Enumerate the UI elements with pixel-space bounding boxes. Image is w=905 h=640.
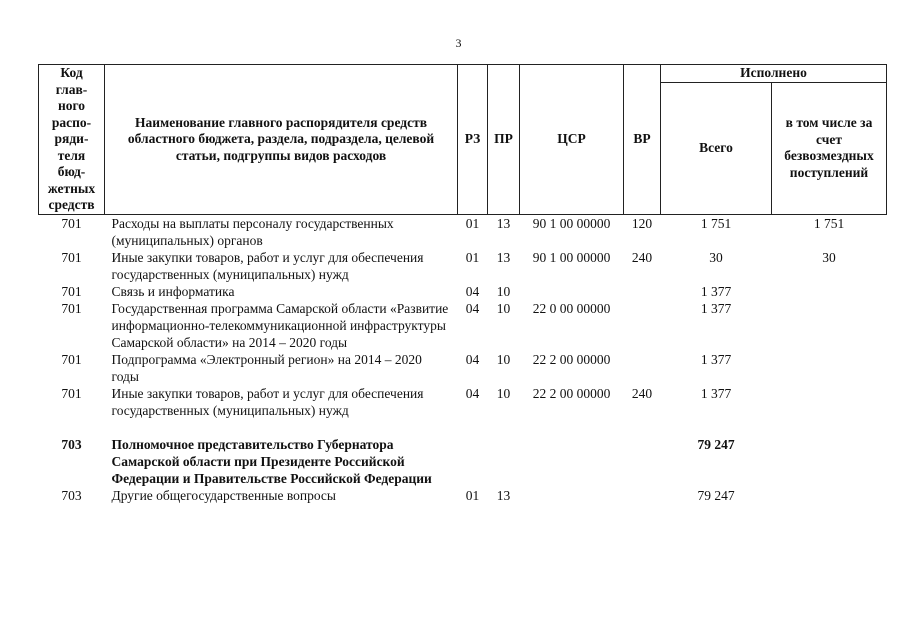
row-rz: 04 [465,283,480,299]
row-code: 701 [61,385,82,401]
row-csr: 90 1 00 00000 [532,215,611,231]
header-pr: ПР [488,65,520,215]
header-total: Всего [661,82,772,214]
row-free-receipts [772,487,887,504]
row-total: 1 377 [700,300,732,316]
row-code: 701 [61,351,82,367]
table-row [39,436,887,487]
row-rz: 04 [465,385,480,401]
header-code-line: теля [57,147,86,163]
row-pr: 13 [496,215,511,231]
row-spacer-cell [39,419,887,436]
budget-table [38,64,887,504]
row-vr [624,351,661,385]
row-free-receipts: 30 [822,249,836,265]
header-csr: ЦСР [520,65,624,215]
row-total: 30 [709,249,723,265]
row-rz: 01 [465,487,480,503]
table-header [39,65,887,215]
row-pr: 13 [496,249,511,265]
row-pr: 10 [496,385,511,401]
row-total: 1 377 [700,283,732,299]
row-vr [624,283,661,300]
row-code: 701 [61,283,82,299]
row-total: 79 247 [697,487,735,503]
table-row [39,283,887,300]
row-vr [624,487,661,504]
row-code: 703 [61,487,82,503]
row-name: Иные закупки товаров, работ и услуг для обеспечения государственных (муниципальных) нужд [111,249,424,282]
header-code-line: средств [48,197,95,212]
row-code: 701 [61,249,82,265]
row-csr: 90 1 00 00000 [532,249,611,265]
header-code-line: ного [57,98,86,113]
row-name: Связь и информатика [111,283,235,299]
row-pr: 10 [496,351,511,367]
table-row [39,385,887,419]
row-free-receipts [772,385,887,419]
row-code: 701 [61,300,82,316]
row-code: 701 [61,215,82,231]
row-pr: 13 [496,487,511,503]
header-code-line: распо- [51,114,92,130]
row-free-receipts: 1 751 [813,215,845,231]
row-spacer [39,419,887,436]
row-csr: 22 0 00 00000 [532,300,611,316]
row-rz: 04 [465,351,480,367]
row-csr: 22 2 00 00000 [532,385,611,401]
table-row [39,249,887,283]
row-pr: 10 [496,283,511,299]
row-name: Расходы на выплаты персоналу государственных (муниципальных) органов [111,215,394,248]
row-name: Другие общегосударственные вопросы [111,487,336,503]
row-pr [488,436,520,487]
table-row [39,214,887,249]
header-code-line: жетных [47,180,96,196]
row-name: Иные закупки товаров, работ и услуг для обеспечения государственных (муниципальных) нужд [111,385,424,418]
header-free-receipts: в том числе за счет безвозмездных поступлений [772,82,887,214]
header-name: Наименование главного распорядителя средств областного бюджета, раздела, подраздела, целевой статьи, подгруппы видов расходов [105,65,458,215]
row-pr: 10 [496,300,511,316]
table-body [39,214,887,504]
row-free-receipts [772,283,887,300]
row-vr: 120 [631,215,653,231]
row-free-receipts [772,351,887,385]
header-code-line: ряди- [54,131,89,146]
header-code-line: бюд- [57,164,86,179]
row-rz: 04 [465,300,480,316]
row-csr [520,487,624,504]
row-free-receipts [772,436,887,487]
row-name: Государственная программа Самарской области «Развитие информационно-телекоммуникационной инфраструктуры Самарской области» на 2014 – 2020 годы [111,300,449,350]
header-executed: Исполнено [661,65,887,83]
row-total: 1 377 [700,351,732,367]
row-vr: 240 [631,385,653,401]
row-total: 1 751 [700,215,732,231]
row-total: 1 377 [700,385,732,401]
row-total: 79 247 [697,436,735,452]
row-csr [520,436,624,487]
row-csr: 22 2 00 00000 [532,351,611,367]
header-code-line: глав- [55,81,88,97]
header-rz: РЗ [458,65,488,215]
row-name: Подпрограмма «Электронный регион» на 2014 – 2020 годы [111,351,422,384]
header-code-line: Код [60,65,83,80]
row-rz: 01 [465,249,480,265]
page-number: 3 [455,36,462,50]
header-code [39,65,105,215]
row-vr: 240 [631,249,653,265]
row-name: Полномочное представительство Губернатора Самарской области при Президенте Российской Федерации и Правительстве Российской Федерации [111,436,432,486]
row-rz [458,436,488,487]
row-csr [520,283,624,300]
table-row [39,351,887,385]
header-vr: ВР [624,65,661,215]
table-row [39,300,887,351]
row-rz: 01 [465,215,480,231]
row-free-receipts [772,300,887,351]
row-vr [624,436,661,487]
row-vr [624,300,661,351]
table-row [39,487,887,504]
row-code: 703 [61,436,82,452]
